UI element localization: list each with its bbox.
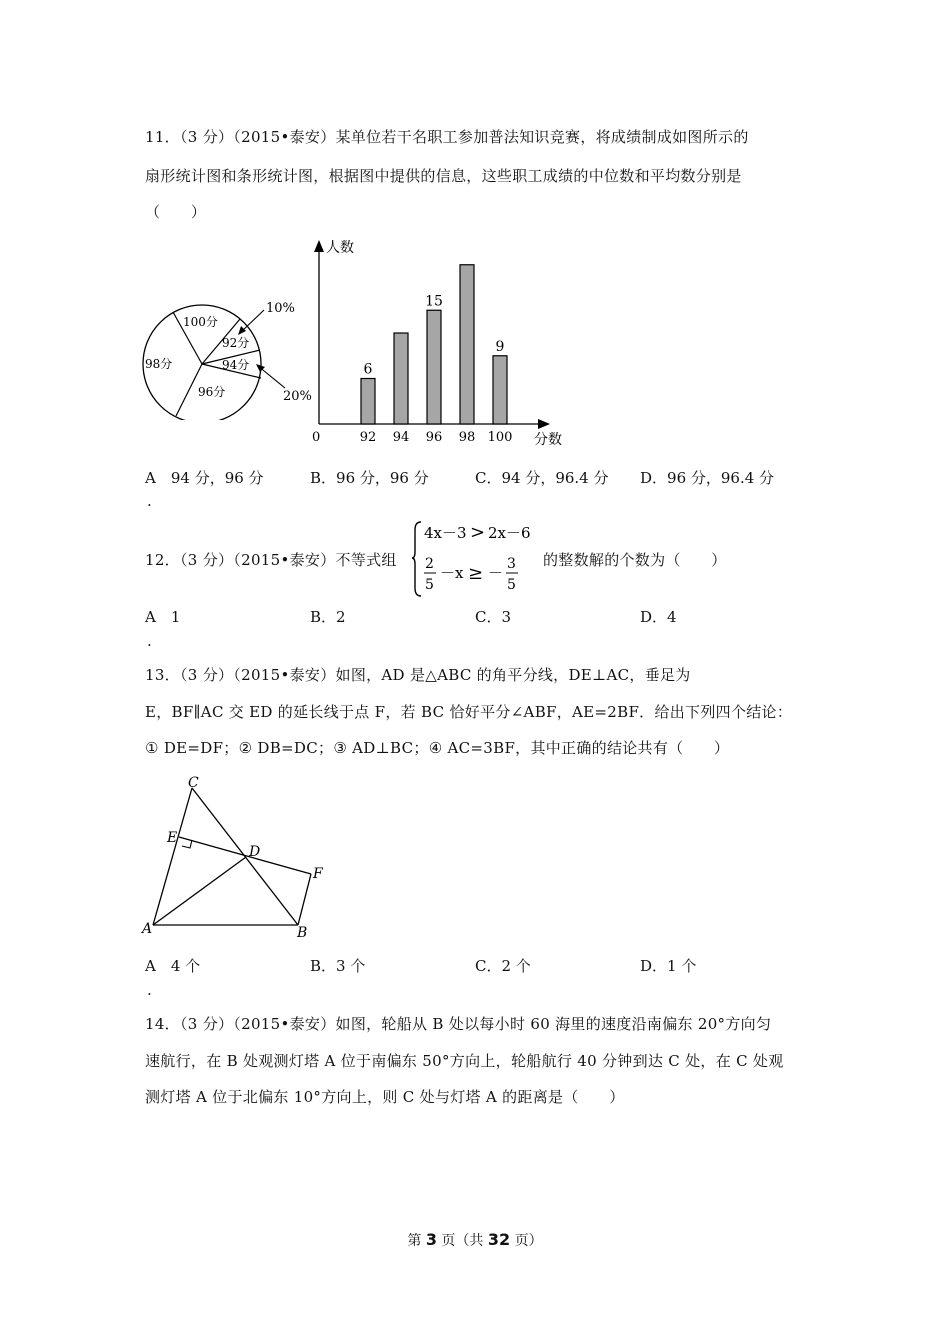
q12-dot: . bbox=[147, 632, 152, 650]
point-label-d: D bbox=[249, 844, 261, 860]
x-tick-label-98: 98 bbox=[458, 430, 476, 445]
footer-post: 页） bbox=[510, 1233, 543, 1249]
x-tick-label-100: 100 bbox=[487, 430, 513, 445]
page-footer bbox=[0, 1230, 950, 1250]
bar-100 bbox=[493, 356, 507, 424]
pie-label-92: 92分 bbox=[222, 336, 250, 350]
q14-text-line1: 14．（3 分）（2015•泰安）如图，轮船从 B 处以每小时 60 海里的速度沿南偏东 20°方向匀 bbox=[145, 1015, 772, 1033]
q12-option-c: C．3 bbox=[475, 608, 512, 626]
pie-label-100: 100分 bbox=[183, 315, 218, 329]
pie-annotation-10pct: 10% bbox=[266, 301, 295, 316]
ineq-row2-neg: － bbox=[488, 564, 504, 582]
point-label-f: F bbox=[313, 866, 323, 882]
x-axis-label: 分数 bbox=[534, 432, 562, 448]
q12-prefix: 12．（3 分）（2015•泰安）不等式组 bbox=[145, 551, 397, 569]
q14-text-line3: 测灯塔 A 位于北偏东 10°方向上，则 C 处与灯塔 A 的距离是（ ） bbox=[145, 1088, 625, 1106]
footer-page-number: 3 bbox=[425, 1230, 437, 1249]
q13-option-c: C．2 个 bbox=[475, 957, 531, 975]
q13-text-line3: ① DE=DF；② DB=DC；③ AD⊥BC；④ AC=3BF，其中正确的结论共有（ ） bbox=[145, 739, 730, 757]
inequality-system bbox=[412, 518, 547, 598]
point-label-c: C bbox=[188, 775, 199, 791]
q13-dot: . bbox=[147, 981, 152, 999]
x-tick-label-92: 92 bbox=[359, 430, 377, 445]
bar-chart bbox=[302, 238, 572, 456]
bar-94 bbox=[394, 333, 408, 424]
triangle-figure bbox=[138, 770, 338, 942]
point-label-e: E bbox=[167, 830, 178, 846]
pie-label-96: 96分 bbox=[198, 385, 226, 399]
ineq-row1-rhs: 2x－6 bbox=[488, 524, 531, 542]
pie-label-98: 98分 bbox=[145, 357, 173, 371]
q13-option-d: D．1 个 bbox=[640, 957, 697, 975]
q11-option-a: A 94 分，96 分 bbox=[145, 469, 264, 487]
ineq-row2-rden: 5 bbox=[507, 577, 516, 593]
q13-option-b: B．3 个 bbox=[310, 957, 366, 975]
bar-96 bbox=[427, 310, 441, 424]
footer-total-pages: 32 bbox=[487, 1230, 511, 1249]
q11-text-line1: 11．（3 分）（2015•泰安）某单位若干名职工参加普法知识竞赛，将成绩制成如图所示的 bbox=[145, 128, 749, 146]
q11-text-line2: 扇形统计图和条形统计图，根据图中提供的信息，这些职工成绩的中位数和平均数分别是 bbox=[145, 167, 742, 185]
bar-98 bbox=[460, 265, 474, 424]
q11-dot: . bbox=[147, 492, 152, 510]
bar-92 bbox=[361, 379, 375, 425]
data-label-100: 9 bbox=[495, 338, 505, 355]
q13-option-a: A 4 个 bbox=[145, 957, 201, 975]
y-axis-label: 人数 bbox=[326, 240, 354, 256]
pie-annotation-20pct: 20% bbox=[283, 389, 312, 404]
q13-text-line1: 13．（3 分）（2015•泰安）如图，AD 是△ABC 的角平分线，DE⊥AC，垂足为 bbox=[145, 666, 691, 684]
point-label-a: A bbox=[142, 921, 153, 937]
ineq-row2-rel: ≥ bbox=[468, 563, 484, 584]
data-label-96: 15 bbox=[425, 293, 443, 310]
x-tick-label-96: 96 bbox=[425, 430, 443, 445]
q11-option-c: C．94 分，96.4 分 bbox=[475, 469, 609, 487]
ineq-row1-rel: > bbox=[470, 522, 486, 543]
q12-option-d: D．4 bbox=[640, 608, 677, 626]
pie-label-94: 94分 bbox=[222, 358, 250, 372]
q11-text-line3: （ ） bbox=[145, 203, 207, 221]
q12-suffix: 的整数解的个数为（ ） bbox=[543, 551, 727, 569]
point-label-b: B bbox=[297, 925, 308, 941]
origin-label: 0 bbox=[312, 430, 321, 445]
ineq-row2-num: 2 bbox=[425, 556, 434, 572]
q12-option-b: B．2 bbox=[310, 608, 346, 626]
q11-option-d: D．96 分，96.4 分 bbox=[640, 469, 775, 487]
ineq-row1-lhs: 4x－3 bbox=[424, 524, 467, 542]
q11-option-b: B．96 分，96 分 bbox=[310, 469, 429, 487]
q14-text-line2: 速航行，在 B 处观测灯塔 A 位于南偏东 50°方向上，轮船航行 40 分钟到达 C 处，在 C 处观 bbox=[145, 1052, 784, 1070]
x-tick-label-94: 94 bbox=[392, 430, 410, 445]
q13-text-line2: E，BF∥AC 交 ED 的延长线于点 F，若 BC 恰好平分∠ABF，AE=2BF．给出下列四个结论： bbox=[145, 703, 793, 721]
footer-pre: 第 bbox=[407, 1233, 426, 1249]
footer-mid: 页（共 bbox=[436, 1233, 488, 1249]
data-label-92: 6 bbox=[363, 361, 373, 378]
ineq-row2-mid: －x bbox=[440, 564, 464, 582]
ineq-row2-den: 5 bbox=[425, 577, 434, 593]
ineq-row2-rnum: 3 bbox=[507, 556, 516, 572]
q12-option-a: A 1 bbox=[145, 608, 181, 626]
